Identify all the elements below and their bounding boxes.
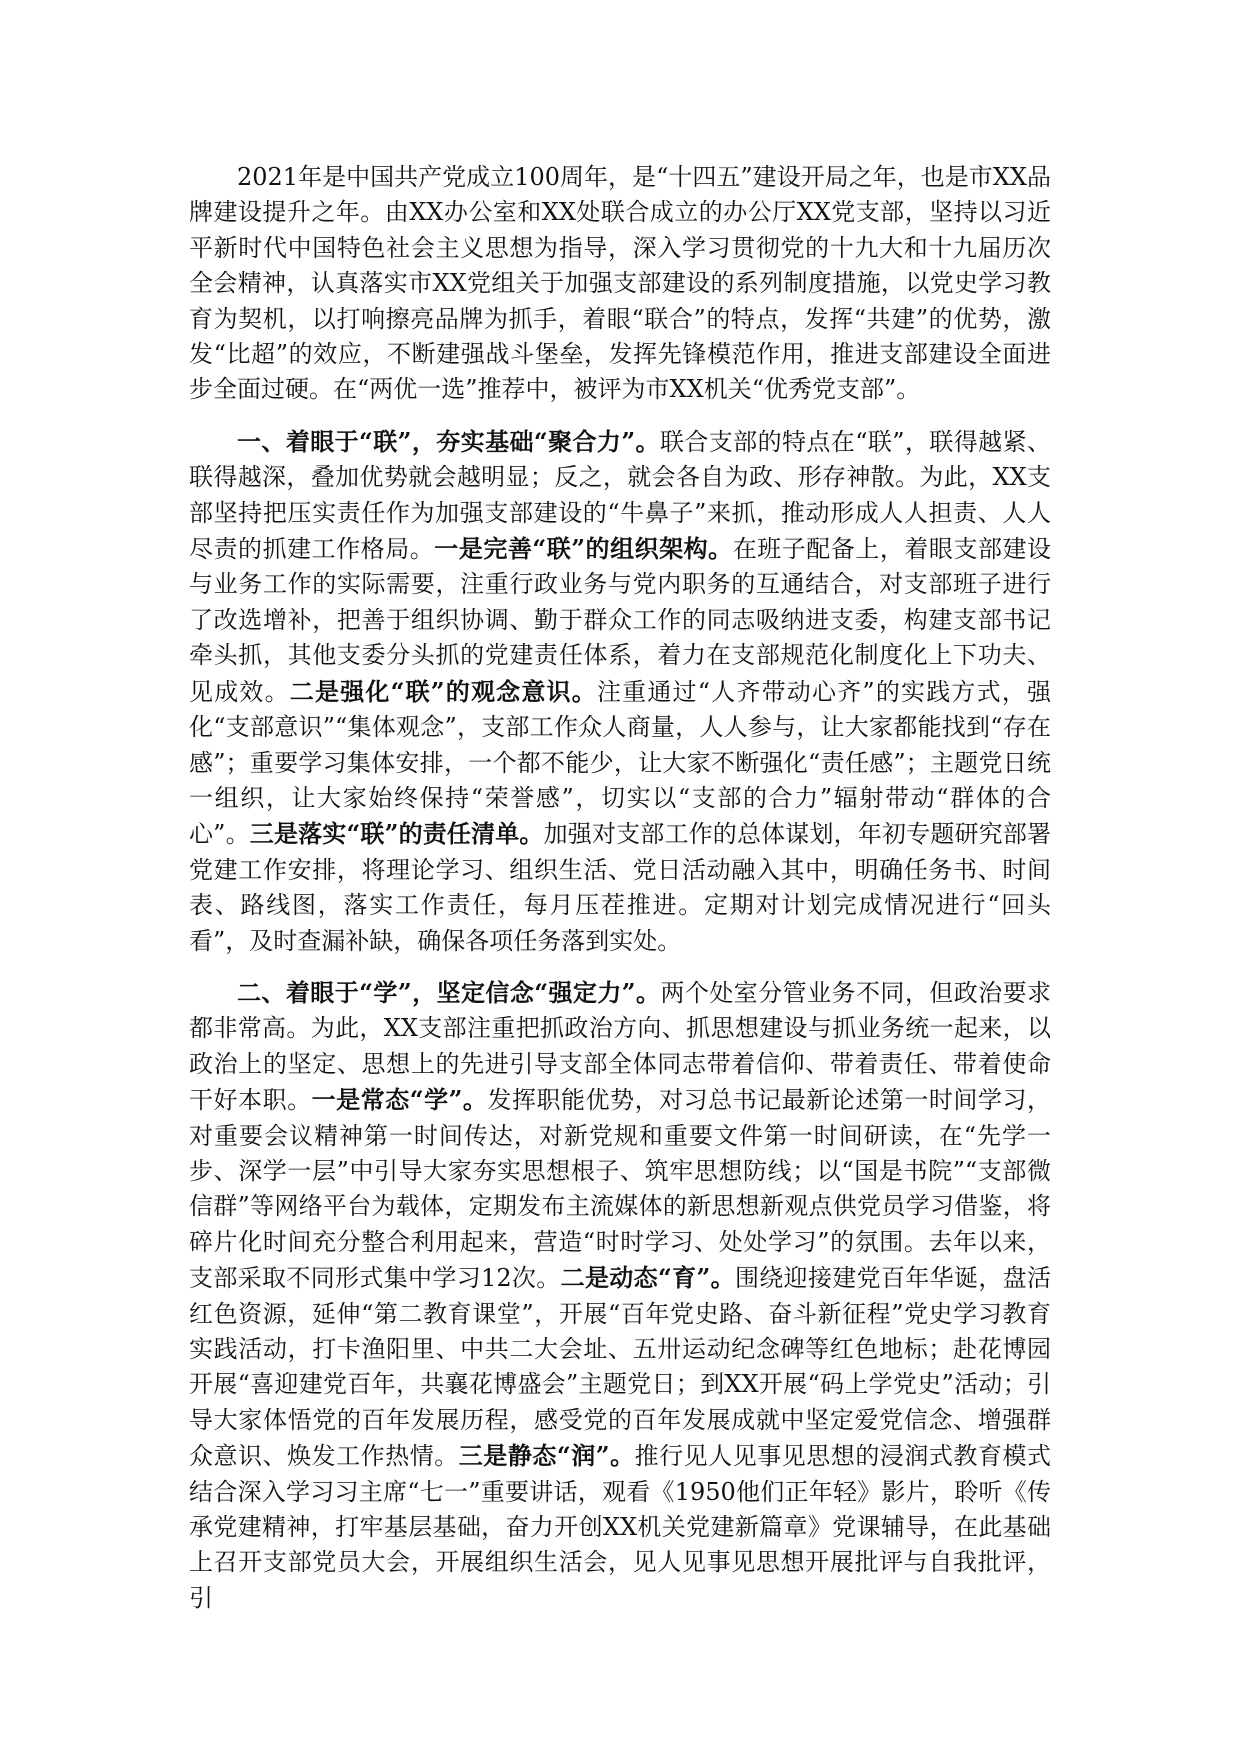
section-one-point-one-text: 在班子配备上，着眼支部建设与业务工作的实际需要，注重行政业务与党内职务的互通结合，对支部班子进行了改选增补，把善于组织协调、勤于群众工作的同志吸纳进支委，构建支部书记牵头抓，其他支委分头抓的党建责任体系，着力在支部规范化制度化上下功夫、见成效。: [189, 535, 1052, 706]
section-two-body-text: 两个处室分管业务不同，但政治要求都非常高。为此，XX支部注重把抓政治方向、抓思想建设与抓业务统一起来，以政治上的坚定、思想上的先进引导支部全体同志带着信仰、带着责任、带着使命干好本职。: [189, 978, 1052, 1115]
section-one-point-one-heading: 一是完善“联”的组织架构。: [434, 534, 733, 564]
paragraph-section-one: [189, 424, 1051, 959]
section-two-point-three-heading: 三是静态“润”。: [458, 1441, 635, 1471]
section-two-point-two-text: 围绕迎接建党百年华诞，盘活红色资源，延伸“第二教育课堂”，开展“百年党史路、奋斗新征程”党史学习教育实践活动，打卡渔阳里、中共二大会址、五卅运动纪念碑等红色地标；赴花博园开展“喜迎建党百年，共襄花博盛会”主题党日；到XX开展“码上学党史”活动；引导大家体悟党的百年发展历程，感受党的百年发展成就中坚定爱党信念、增强群众意识、焕发工作热情。: [189, 1264, 1052, 1471]
intro-text: 2021年是中国共产党成立100周年，是“十四五”建设开局之年，也是市XX品牌建设提升之年。由XX办公室和XX处联合成立的办公厅XX党支部，坚持以习近平新时代中国特色社会主义思想为指导，深入学习贯彻党的十九大和十九届历次全会精神，认真落实市XX党组关于加强支部建设的系列制度措施，以党史学习教育为契机，以打响擦亮品牌为抓手，着眼“联合”的特点，发挥“共建”的优势，激发“比超”的效应，不断建强战斗堡垒，发挥先锋模范作用，推进支部建设全面进步全面过硬。在“两优一选”推荐中，被评为市XX机关“优秀党支部”。: [189, 163, 1051, 404]
paragraph-intro: [189, 160, 1051, 408]
section-two-point-one-heading: 一是常态“学”。: [311, 1085, 488, 1115]
section-one-point-three-heading: 三是落实“联”的责任清单。: [249, 819, 544, 849]
section-one-point-two-text: 注重通过“人齐带动心齐”的实践方式，强化“支部意识”“集体观念”，支部工作众人商量，人人参与，让大家都能找到“存在感”；重要学习集体安排，一个都不能少，让大家不断强化“责任感”；主题党日统一组织，让大家始终保持“荣誉感”，切实以“支部的合力”辐射带动“群体的合心”。: [189, 677, 1052, 849]
section-two-point-three-text: 推行见人见事见思想的浸润式教育模式结合深入学习习主席“七一”重要讲话，观看《1950他们正年轻》影片，聆听《传承党建精神，打牢基层基础，奋力开创XX机关党建新篇章》党课辅导，在此基础上召开支部党员大会，开展组织生活会，见人见事见思想开展批评与自我批评，引: [189, 1442, 1051, 1612]
section-two-point-two-heading: 二是动态“育”。: [560, 1263, 735, 1293]
section-one-heading: 一、着眼于“联”，夯实基础“聚合力”。: [237, 426, 660, 456]
section-one-point-three-text: 加强对支部工作的总体谋划，年初专题研究部署党建工作安排，将理论学习、组织生活、党日活动融入其中，明确任务书、时间表、路线图，落实工作责任，每月压茬推进。定期对计划完成情况进行“回头看”，及时查漏补缺，确保各项任务落到实处。: [189, 820, 1052, 955]
section-two-heading: 二、着眼于“学”，坚定信念“强定力”。: [237, 977, 661, 1007]
section-two-point-one-text: 发挥职能优势，对习总书记最新论述第一时间学习，对重要会议精神第一时间传达，对新党规和重要文件第一时间研读，在“先学一步、深学一层”中引导大家夯实思想根子、筑牢思想防线；以“国是书院”“支部微信群”等网络平台为载体，定期发布主流媒体的新思想新观点供党员学习借鉴，将碎片化时间充分整合利用起来，营造“时时学习、处处学习”的氛围。去年以来，支部采取不同形式集中学习12次。: [189, 1086, 1052, 1293]
section-one-body-text: 联合支部的特点在“联”，联得越紧、联得越深，叠加优势就会越明显；反之，就会各自为政、形存神散。为此，XX支部坚持把压实责任作为加强支部建设的“牛鼻子”来抓，推动形成人人担责、人人尽责的抓建工作格局。: [189, 427, 1051, 564]
document-body: [189, 160, 1051, 1632]
section-one-point-two-heading: 二是强化“联”的观念意识。: [289, 676, 597, 706]
paragraph-section-two: [189, 975, 1051, 1616]
